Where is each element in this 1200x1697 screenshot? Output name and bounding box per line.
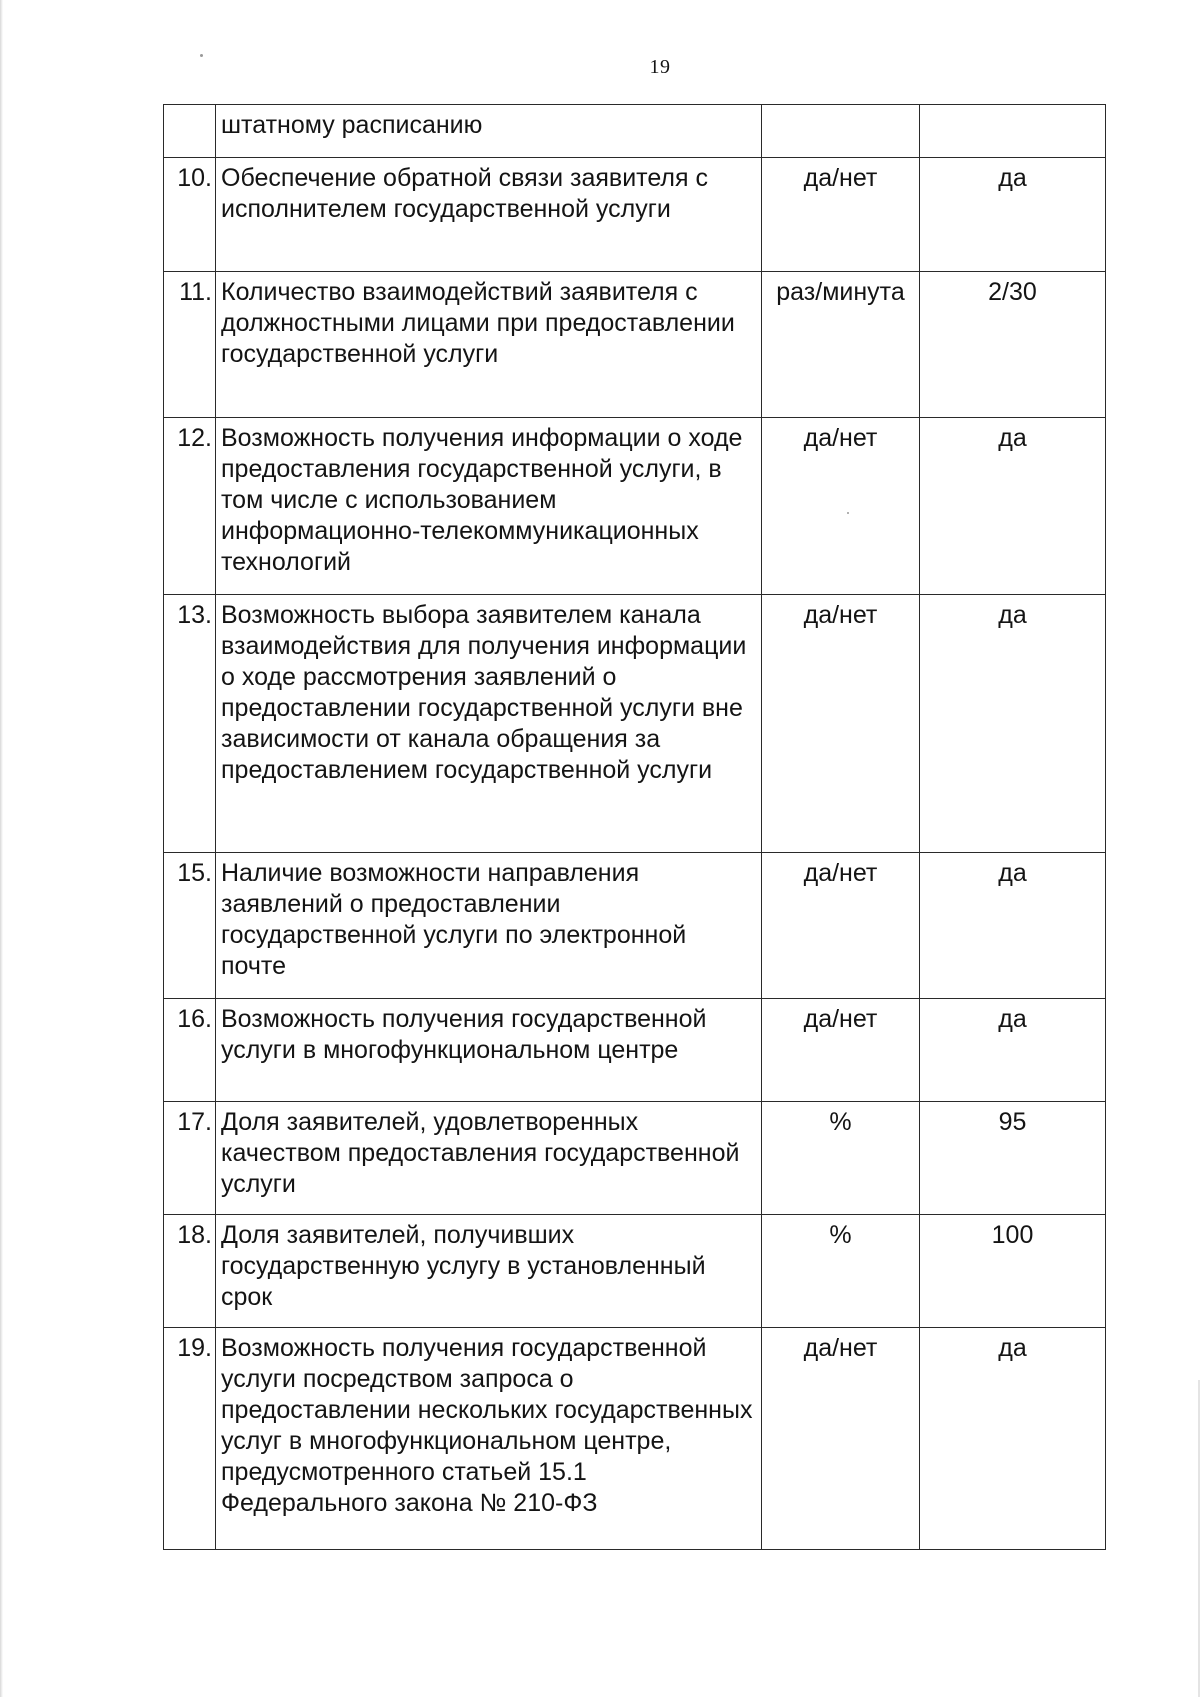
indicator-name: Обеспечение обратной связи заявителя с исполнителем государственной услуги xyxy=(216,158,762,272)
row-number: 17. xyxy=(164,1102,216,1215)
scan-edge-left xyxy=(0,0,3,1697)
unit-of-measure: да/нет xyxy=(762,999,920,1102)
normative-value: да xyxy=(920,595,1106,853)
unit-of-measure: % xyxy=(762,1215,920,1328)
indicator-name: Количество взаимодействий заявителя с должностными лицами при предоставлении государственной услуги xyxy=(216,272,762,418)
table-row xyxy=(164,105,1106,158)
indicator-name: Доля заявителей, получивших государственную услугу в установленный срок xyxy=(216,1215,762,1328)
table-row xyxy=(164,999,1106,1102)
normative-value: 95 xyxy=(920,1102,1106,1215)
page-number: 19 xyxy=(649,56,671,78)
normative-value: 100 xyxy=(920,1215,1106,1328)
row-number: 19. xyxy=(164,1328,216,1550)
row-number: 13. xyxy=(164,595,216,853)
table-row xyxy=(164,853,1106,999)
indicator-name: Возможность выбора заявителем канала взаимодействия для получения информации о ходе рассмотрения заявлений о предоставлении государственной услуги вне зависимости от канала обращения за предоставлением государственной услуги xyxy=(216,595,762,853)
normative-value: да xyxy=(920,158,1106,272)
table-row xyxy=(164,272,1106,418)
unit-of-measure: раз/минута xyxy=(762,272,920,418)
normative-value: да xyxy=(920,1328,1106,1550)
unit-of-measure: да/нет xyxy=(762,418,920,595)
indicator-name: Возможность получения информации о ходе предоставления государственной услуги, в том числе с использованием информационно-телекоммуникационных технологий xyxy=(216,418,762,595)
table-row xyxy=(164,1215,1106,1328)
row-number xyxy=(164,105,216,158)
row-number: 16. xyxy=(164,999,216,1102)
normative-value xyxy=(920,105,1106,158)
unit-of-measure: % xyxy=(762,1102,920,1215)
row-number: 10. xyxy=(164,158,216,272)
indicator-name: Возможность получения государственной услуги в многофункциональном центре xyxy=(216,999,762,1102)
unit-of-measure: да/нет xyxy=(762,595,920,853)
table-row xyxy=(164,418,1106,595)
unit-of-measure: да/нет xyxy=(762,158,920,272)
indicators-table xyxy=(163,104,1106,1550)
normative-value: да xyxy=(920,999,1106,1102)
row-number: 18. xyxy=(164,1215,216,1328)
table-row xyxy=(164,1328,1106,1550)
normative-value: да xyxy=(920,853,1106,999)
table-row xyxy=(164,158,1106,272)
indicator-name: Возможность получения государственной услуги посредством запроса о предоставлении нескольких государственных услуг в многофункциональном центре, предусмотренного статьей 15.1 Федерального закона № 210-ФЗ xyxy=(216,1328,762,1550)
unit-of-measure: да/нет xyxy=(762,853,920,999)
unit-of-measure xyxy=(762,105,920,158)
row-number: 12. xyxy=(164,418,216,595)
normative-value: да xyxy=(920,418,1106,595)
indicator-name: штатному расписанию xyxy=(216,105,762,158)
indicator-name: Наличие возможности направления заявлений о предоставлении государственной услуги по электронной почте xyxy=(216,853,762,999)
table-row xyxy=(164,595,1106,853)
table-row xyxy=(164,1102,1106,1215)
row-number: 11. xyxy=(164,272,216,418)
unit-of-measure: да/нет xyxy=(762,1328,920,1550)
indicator-name: Доля заявителей, удовлетворенных качеством предоставления государственной услуги xyxy=(216,1102,762,1215)
row-number: 15. xyxy=(164,853,216,999)
normative-value: 2/30 xyxy=(920,272,1106,418)
